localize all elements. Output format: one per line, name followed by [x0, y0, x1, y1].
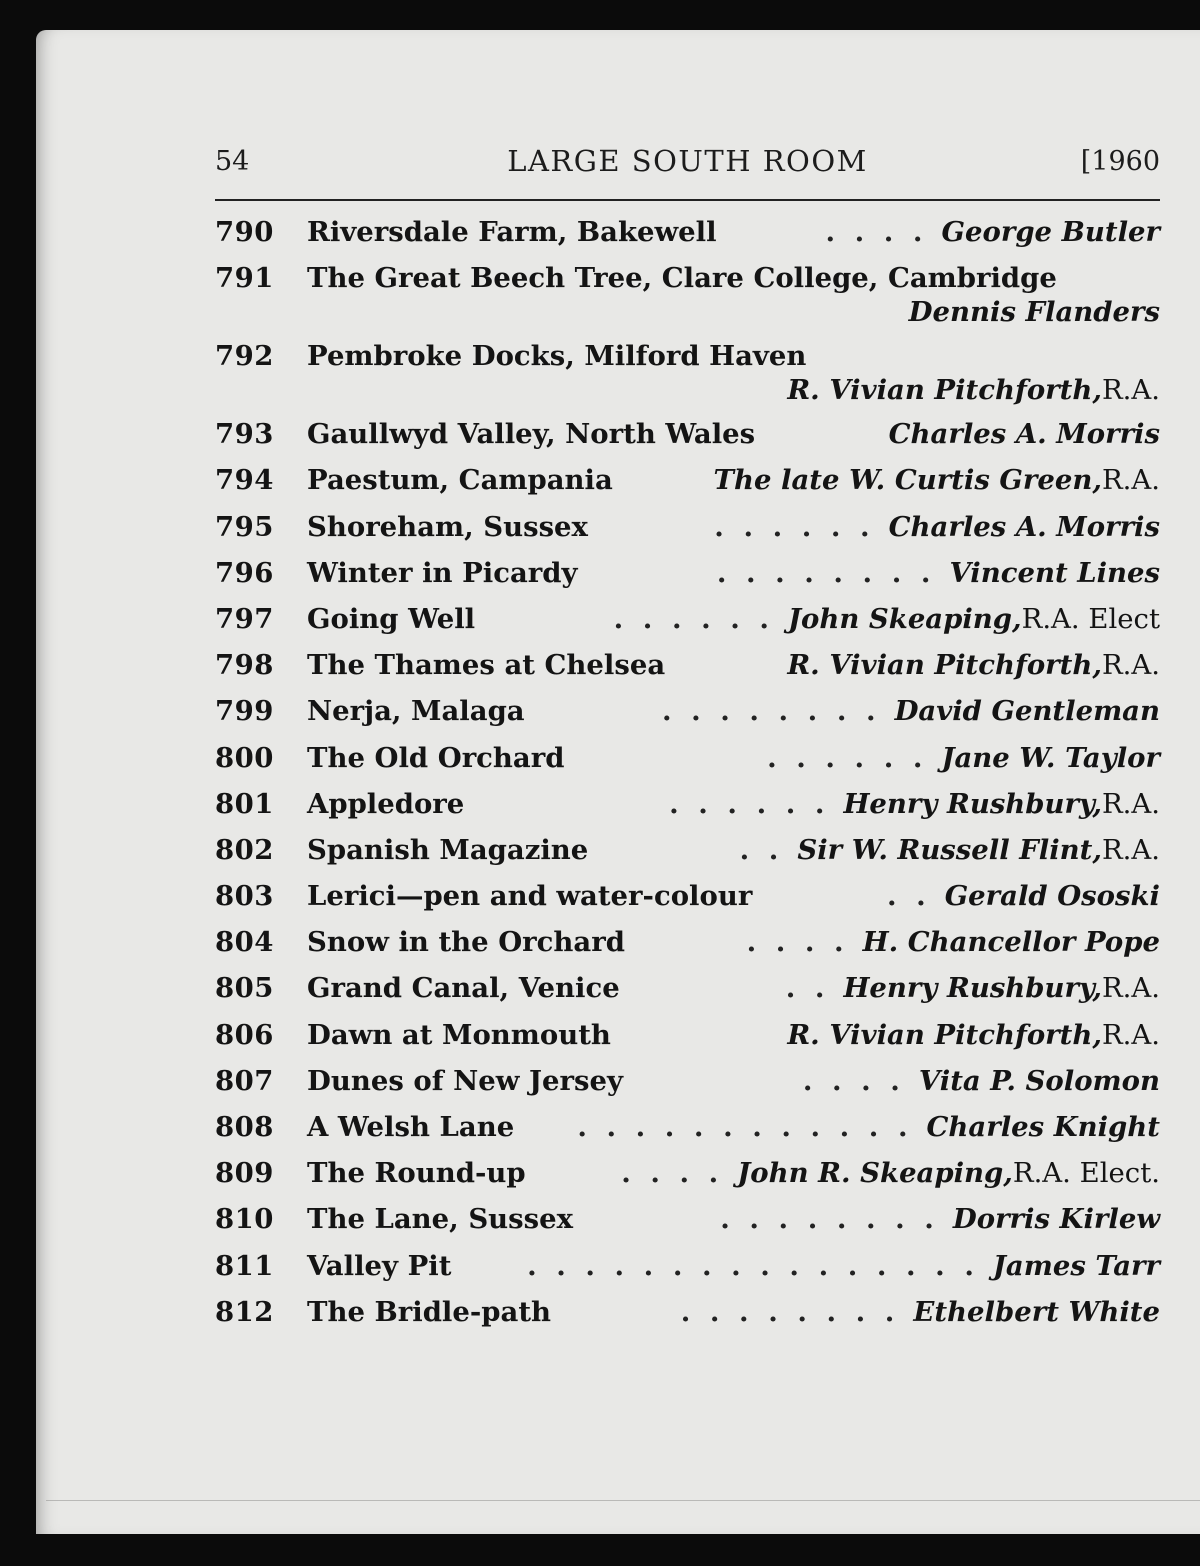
catalogue-entry [215, 1013, 1160, 1059]
leader-dots: . . . . . . . . [680, 1295, 900, 1328]
entry-title: Lerici—pen and water-colour [307, 880, 753, 913]
entry-title: Dunes of New Jersey [307, 1064, 623, 1097]
entry-number: 795 [215, 510, 274, 543]
page-number: 54 [215, 146, 250, 177]
year-label: [1960 [1080, 146, 1160, 177]
catalogue-entry [215, 1290, 1160, 1336]
leader-dots: . . . . [621, 1157, 724, 1190]
catalogue-entry [215, 689, 1160, 735]
entry-artist: David Gentleman [894, 695, 1160, 728]
catalogue-entry [215, 1059, 1160, 1105]
catalogue-entry [215, 597, 1160, 643]
catalogue-entry [215, 412, 1160, 458]
entry-number: 799 [215, 695, 274, 728]
leader-dots: . . . . . . [669, 787, 830, 820]
header-rule [215, 199, 1160, 201]
catalogue-entry [215, 828, 1160, 874]
entry-number: 812 [215, 1295, 274, 1328]
leader-dots: . . . . . . [767, 741, 928, 774]
catalogue-entry [215, 256, 1160, 334]
leader-dots: . . . . [802, 1064, 905, 1097]
entry-artist: Charles A. Morris [888, 510, 1160, 543]
leader-dots: . . [886, 880, 931, 913]
entry-title: The Great Beech Tree, Clare College, Cambridge [307, 262, 1057, 295]
entry-number: 797 [215, 602, 274, 635]
catalogue-entry [215, 505, 1160, 551]
entry-title: Appledore [307, 787, 465, 820]
entry-artist: Gerald Ososki [944, 880, 1160, 913]
entry-artist: H. Chancellor Pope [862, 926, 1160, 959]
entry-artist: R. Vivian Pitchforth, [787, 1018, 1102, 1051]
entry-number: 801 [215, 787, 274, 820]
entry-suffix: R.A. [1101, 787, 1160, 820]
leader-dots: . . . . . . . . . . . . [577, 1111, 913, 1143]
entry-title: Pembroke Docks, Milford Haven [307, 340, 807, 373]
entry-number: 806 [215, 1018, 274, 1051]
entry-title: Winter in Picardy [307, 556, 578, 589]
catalogue-entry [215, 334, 1160, 412]
entry-number: 796 [215, 556, 274, 589]
entry-number: 794 [215, 464, 274, 497]
catalogue-entry [215, 1197, 1160, 1243]
entry-suffix: R.A. [1101, 649, 1160, 682]
catalogue-entry [215, 458, 1160, 504]
entry-artist: James Tarr [992, 1249, 1160, 1282]
leader-dots: . . . . [746, 926, 849, 959]
entry-title: Snow in the Orchard [307, 926, 625, 959]
room-title: LARGE SOUTH ROOM [507, 144, 868, 178]
entry-number: 805 [215, 972, 274, 1005]
entry-artist: R. Vivian Pitchforth, [787, 649, 1102, 682]
entry-number: 790 [215, 216, 274, 248]
entry-title: Paestum, Campania [307, 464, 613, 497]
entry-title: The Round-up [307, 1157, 526, 1190]
entry-artist: Henry Rushbury, [843, 787, 1102, 820]
entry-title: The Lane, Sussex [307, 1203, 574, 1236]
entry-title: The Thames at Chelsea [307, 649, 666, 682]
catalogue-entry [215, 920, 1160, 966]
leader-dots: . . . . . . . . . . . . . . . . [527, 1249, 979, 1282]
entry-artist: R. Vivian Pitchforth, [787, 374, 1102, 407]
entry-artist: Vita P. Solomon [918, 1064, 1160, 1097]
entry-artist: Dorris Kirlew [952, 1203, 1160, 1236]
page-edge [46, 1500, 1200, 1511]
catalogue-entry [215, 782, 1160, 828]
catalogue-entry [215, 643, 1160, 689]
entry-suffix: R.A. [1101, 464, 1160, 497]
entry-number: 798 [215, 649, 274, 682]
entry-artist: Charles A. Morris [888, 418, 1160, 451]
entry-artist: Jane W. Taylor [941, 741, 1160, 774]
entry-title: The Old Orchard [307, 741, 565, 774]
leader-dots: . . [785, 972, 830, 1005]
entry-title: Shoreham, Sussex [307, 510, 588, 543]
entry-number: 811 [215, 1249, 274, 1282]
entry-suffix: R.A. Elect. [1012, 1157, 1160, 1190]
entry-title: Nerja, Malaga [307, 695, 525, 728]
entry-artist: Charles Knight [926, 1111, 1160, 1143]
catalogue-entry [215, 551, 1160, 597]
entry-artist: John R. Skeaping, [737, 1157, 1013, 1190]
entry-title: Grand Canal, Venice [307, 972, 620, 1005]
entry-title: Riversdale Farm, Bakewell [307, 216, 717, 248]
catalogue-entry [215, 1105, 1160, 1151]
entry-artist: Dennis Flanders [908, 296, 1160, 329]
entry-artist: The late W. Curtis Green, [713, 464, 1102, 497]
entry-suffix: R.A. Elect [1021, 602, 1160, 635]
running-header [215, 140, 1160, 184]
entry-title: Going Well [307, 602, 476, 635]
entry-artist: George Butler [941, 216, 1160, 248]
entry-number: 792 [215, 340, 274, 373]
entry-title: The Bridle-path [307, 1295, 552, 1328]
entry-title: A Welsh Lane [307, 1111, 515, 1143]
entry-suffix: R.A. [1101, 1018, 1160, 1051]
entry-number: 800 [215, 741, 274, 774]
leader-dots: . . . . . . [714, 510, 875, 543]
catalogue-entry [215, 966, 1160, 1012]
leader-dots: . . . . . . . . [720, 1203, 939, 1236]
entry-number: 804 [215, 926, 274, 959]
leader-dots: . . . . [825, 216, 928, 248]
entry-number: 791 [215, 262, 274, 295]
catalogue-list [215, 210, 1160, 1336]
entry-number: 803 [215, 880, 274, 913]
entry-artist: Ethelbert White [913, 1295, 1160, 1328]
catalogue-entry [215, 736, 1160, 782]
entry-number: 793 [215, 418, 274, 451]
entry-suffix: R.A. [1101, 374, 1160, 407]
leader-dots: . . . . . . [613, 602, 774, 635]
entry-title: Gaullwyd Valley, North Wales [307, 418, 756, 451]
entry-number: 810 [215, 1203, 274, 1236]
catalogue-entry [215, 874, 1160, 920]
entry-title: Valley Pit [307, 1249, 452, 1282]
catalogue-entry [215, 1244, 1160, 1290]
entry-artist: John Skeaping, [787, 602, 1022, 635]
entry-suffix: R.A. [1101, 972, 1160, 1005]
entry-number: 809 [215, 1157, 274, 1190]
entry-title: Spanish Magazine [307, 833, 589, 866]
entry-number: 802 [215, 833, 274, 866]
leader-dots: . . [739, 833, 784, 866]
catalogue-entry [215, 210, 1160, 256]
catalogue-entry [215, 1151, 1160, 1197]
entry-artist: Vincent Lines [949, 556, 1160, 589]
leader-dots: . . . . . . . . [716, 556, 936, 589]
entry-artist: Sir W. Russell Flint, [797, 833, 1102, 866]
leader-dots: . . . . . . . . [661, 695, 881, 728]
entry-title: Dawn at Monmouth [307, 1018, 611, 1051]
entry-artist: Henry Rushbury, [843, 972, 1102, 1005]
entry-number: 808 [215, 1111, 274, 1143]
entry-suffix: R.A. [1101, 833, 1160, 866]
entry-number: 807 [215, 1064, 274, 1097]
